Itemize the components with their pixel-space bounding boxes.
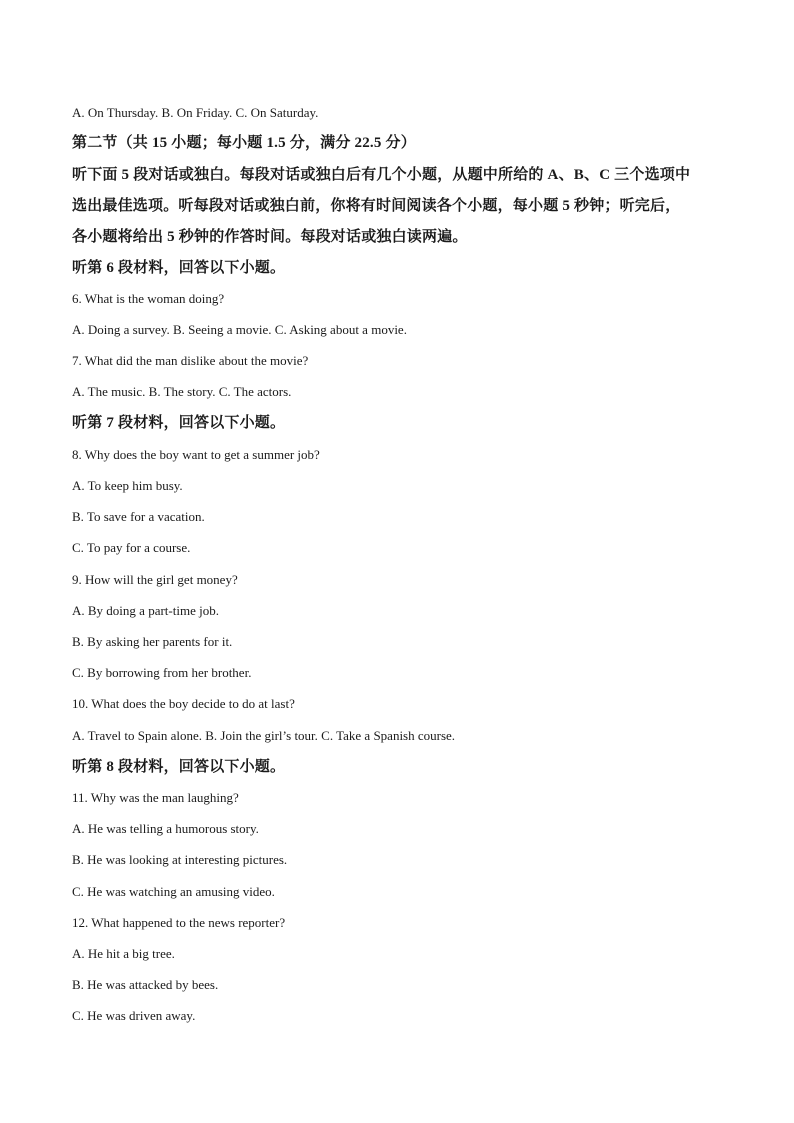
question-12: 12. What happened to the news reporter? <box>72 915 286 930</box>
question-12-option-c: C. He was driven away. <box>72 1008 196 1023</box>
question-11-option-b: B. He was looking at interesting pictures. <box>72 852 288 867</box>
previous-question-options: A. On Thursday. B. On Friday. C. On Saturday. <box>72 105 319 120</box>
question-8-option-a: A. To keep him busy. <box>72 478 183 493</box>
question-8-option-c: C. To pay for a course. <box>72 540 191 555</box>
question-9: 9. How will the girl get money? <box>72 572 238 587</box>
question-6: 6. What is the woman doing? <box>72 291 225 306</box>
question-8-option-b: B. To save for a vacation. <box>72 509 205 524</box>
material-7-heading: 听第 7 段材料，回答以下小题。 <box>72 415 286 431</box>
question-12-option-a: A. He hit a big tree. <box>72 946 175 961</box>
question-11: 11. Why was the man laughing? <box>72 790 239 805</box>
question-6-options: A. Doing a survey. B. Seeing a movie. C. Asking about a movie. <box>72 322 407 337</box>
question-12-option-b: B. He was attacked by bees. <box>72 977 219 992</box>
question-9-option-c: C. By borrowing from her brother. <box>72 665 252 680</box>
question-11-option-c: C. He was watching an amusing video. <box>72 884 275 899</box>
question-8: 8. Why does the boy want to get a summer job? <box>72 447 320 462</box>
material-8-heading: 听第 8 段材料，回答以下小题。 <box>72 759 286 775</box>
question-7: 7. What did the man dislike about the movie? <box>72 353 309 368</box>
section-heading: 第二节（共 15 小题；每小题 1.5 分，满分 22.5 分） <box>72 135 416 151</box>
question-10-options: A. Travel to Spain alone. B. Join the girl’s tour. C. Take a Spanish course. <box>72 728 456 743</box>
instruction-line-3: 各小题将给出 5 秒钟的作答时间。每段对话或独白读两遍。 <box>72 229 468 245</box>
question-10: 10. What does the boy decide to do at last? <box>72 696 295 711</box>
question-7-options: A. The music. B. The story. C. The actors. <box>72 384 292 399</box>
question-9-option-a: A. By doing a part-time job. <box>72 603 219 618</box>
question-11-option-a: A. He was telling a humorous story. <box>72 821 259 836</box>
instruction-line-1: 听下面 5 段对话或独白。每段对话或独白后有几个小题，从题中所给的 A、B、C 三个选项中 <box>72 167 691 183</box>
instruction-line-2: 选出最佳选项。听每段对话或独白前，你将有时间阅读各个小题，每小题 5 秒钟；听完后， <box>72 198 681 214</box>
material-6-heading: 听第 6 段材料，回答以下小题。 <box>72 260 286 276</box>
question-9-option-b: B. By asking her parents for it. <box>72 634 233 649</box>
